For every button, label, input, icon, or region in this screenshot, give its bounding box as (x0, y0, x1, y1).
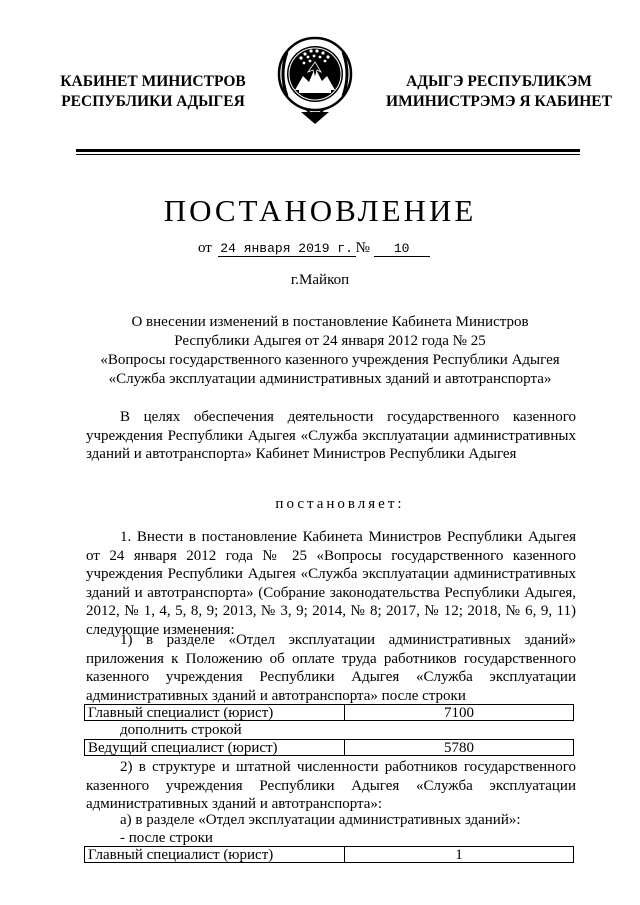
salary-cell: 7100 (444, 705, 474, 721)
paragraph-1: 1. Внести в постановление Кабинета Министров Республики Адыгея от 24 января 2012 года № 25 «Вопросы государственного казенного учреждения Республики Адыгея «Служба эксплуатации административных зданий и автотранспорта» (Собрание законодательства Республики Адыгея, 2012, № 1, 4, 5, 8, 9; 2013, № 3, 9; 2014, № 8; 2017, № 12; 2018, № 6, 9, 11) следующие изменения: (86, 529, 576, 638)
date-prefix: от (198, 240, 212, 256)
supplement-text: дополнить строкой (120, 722, 242, 738)
document-subject (80, 313, 580, 389)
table-row (84, 739, 574, 756)
header-divider-thin (76, 154, 580, 155)
subject-line: «Служба эксплуатации административных зданий и автотранспорта» (108, 371, 552, 387)
subject-line: Республики Адыгея от 24 января 2012 года № 25 (174, 333, 486, 349)
issuer-line: ИМИНИСТРЭМЭ Я КАБИНЕТ (386, 93, 612, 110)
salary-cell: 5780 (444, 740, 474, 756)
paragraph-2a-dash: - после строки (120, 830, 213, 846)
count-cell: 1 (455, 847, 463, 863)
issuer-name-adyghe (386, 72, 612, 112)
number-prefix: № (355, 240, 370, 256)
city: г.Майкоп (290, 272, 350, 288)
table-row (84, 704, 574, 721)
issuer-name-russian (58, 72, 248, 112)
header-divider-thick (76, 149, 580, 152)
issuer-line: РЕСПУБЛИКИ АДЫГЕЯ (61, 93, 245, 110)
position-cell: Ведущий специалист (юрист) (85, 740, 345, 755)
date-value: 24 января 2019 г. (218, 241, 356, 257)
subject-line: «Вопросы государственного казенного учреждения Республики Адыгея (100, 352, 560, 368)
paragraph-2a: а) в разделе «Отдел эксплуатации административных зданий»: (120, 812, 521, 828)
number-value: 10 (374, 241, 430, 257)
document-title: ПОСТАНОВЛЕНИЕ (163, 193, 477, 228)
table-row (84, 846, 574, 863)
coat-of-arms-icon (275, 32, 355, 128)
position-cell: Главный специалист (юрист) (85, 705, 345, 720)
paragraph-1-1: 1) в разделе «Отдел эксплуатации административных зданий» приложения к Положению об оплате труда работников государственного казенного учреждения Республики Адыгея «Служба эксплуатации административных зданий и автотранспорта» после строки (86, 632, 576, 704)
resolve-heading: постановляет: (275, 496, 405, 512)
date-number-line (198, 240, 430, 257)
preamble-paragraph: В целях обеспечения деятельности государственного казенного учреждения Республики Адыгея «Служба эксплуатации административных зданий и автотранспорта» Кабинет Министров Республики Адыгея (86, 409, 576, 462)
position-cell: Главный специалист (юрист) (85, 847, 345, 862)
subject-line: О внесении изменений в постановление Кабинета Министров (131, 314, 529, 330)
paragraph-2: 2) в структуре и штатной численности работников государственного казенного учреждения Республики Адыгея «Служба эксплуатации административных зданий и автотранспорта»: (86, 759, 576, 812)
issuer-line: АДЫГЭ РЕСПУБЛИКЭМ (406, 73, 592, 90)
issuer-line: КАБИНЕТ МИНИСТРОВ (60, 73, 246, 90)
